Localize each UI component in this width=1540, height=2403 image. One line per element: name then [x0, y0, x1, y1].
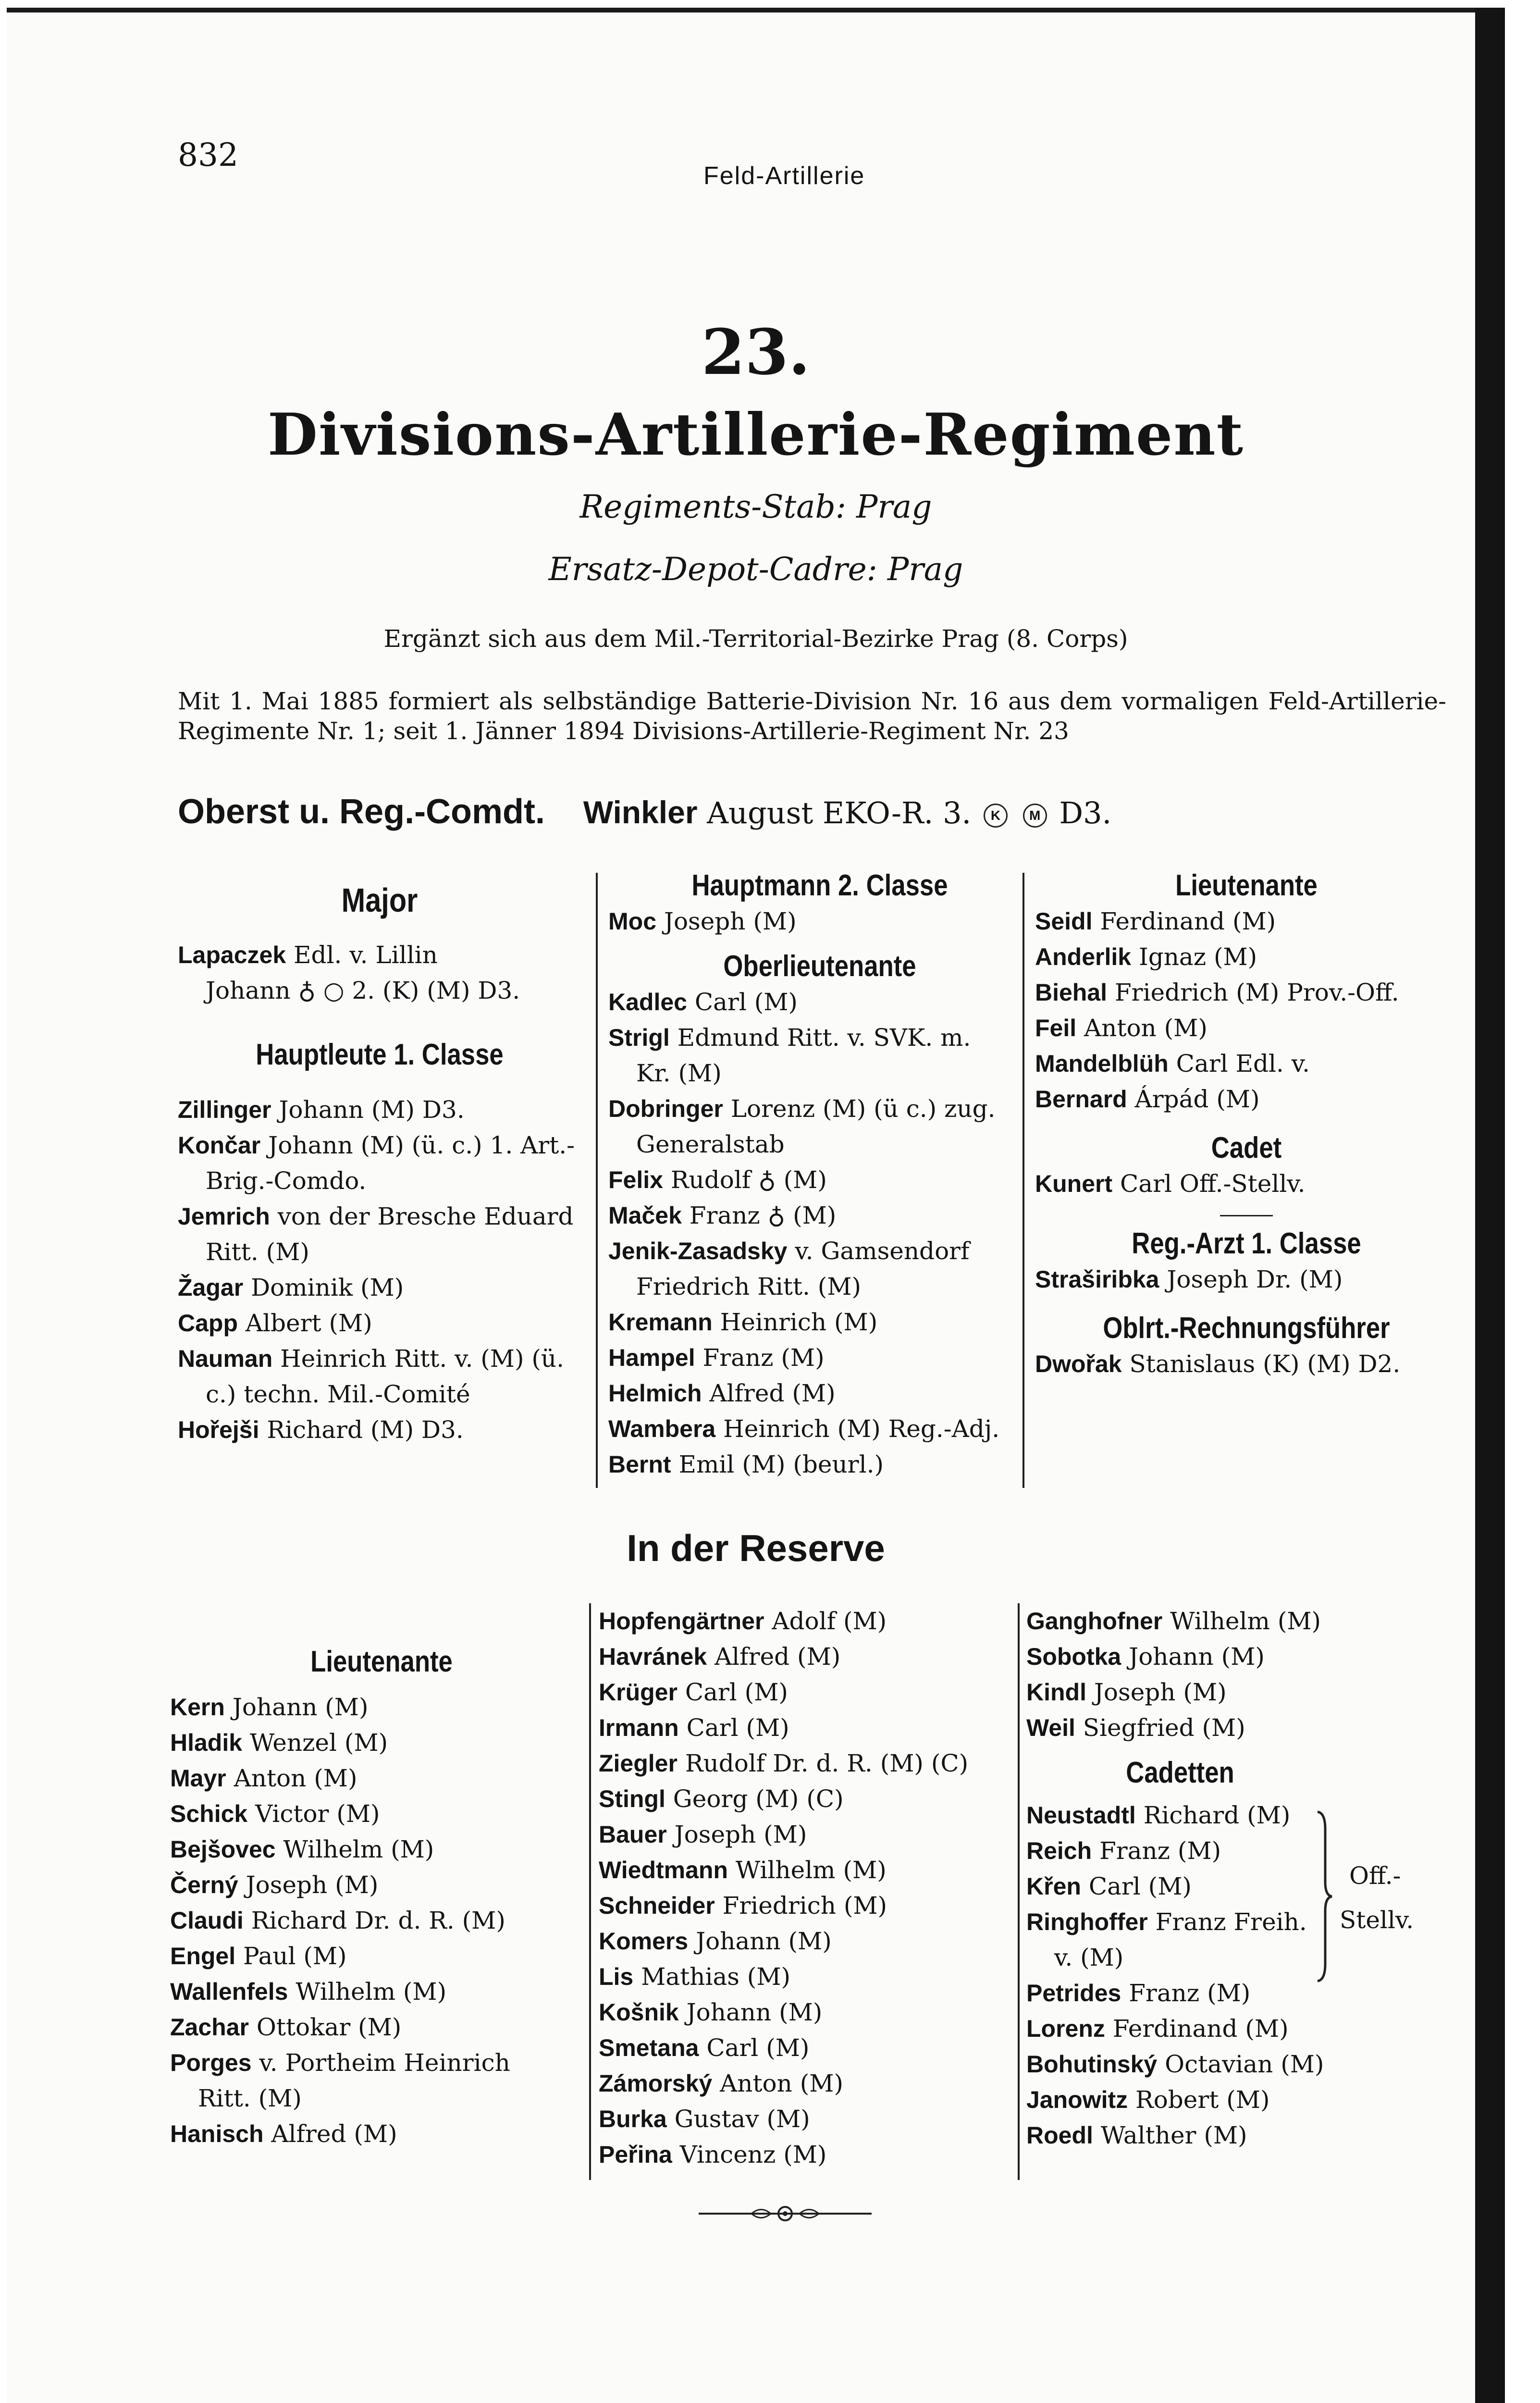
surname: Reich — [1026, 1837, 1092, 1864]
surname: Ringhoffer — [1026, 1908, 1148, 1935]
entry-details: Joseph (M) — [674, 1821, 807, 1848]
book-page — [7, 8, 1505, 2403]
surname: Irmann — [599, 1714, 679, 1741]
end-ornament-icon — [699, 2202, 872, 2226]
surname: Dwořak — [1035, 1350, 1122, 1377]
column-divider — [1018, 1603, 1020, 2180]
surname: Peřina — [599, 2141, 672, 2168]
oberlieutenant-entry — [608, 1411, 1031, 1447]
lieutenant-entry — [1035, 1081, 1458, 1117]
reserve-lieutenant-entry — [1026, 1639, 1497, 1674]
hauptmann-entry — [178, 1376, 581, 1412]
oberlieutenant-entry — [608, 1269, 1031, 1304]
oberlieutenant-entry — [608, 1375, 1031, 1411]
column-divider — [589, 1603, 591, 2180]
section-heading: Cadet — [1211, 1131, 1282, 1164]
column-divider — [596, 873, 598, 1488]
off-stellv-line2: Stellv. — [1340, 1906, 1414, 1934]
surname: Křen — [1026, 1873, 1081, 1900]
surname: Roedl — [1026, 2122, 1093, 2149]
entry-details: Wenzel (M) — [249, 1729, 388, 1757]
entry-details: Carl (M) — [686, 1714, 789, 1742]
rechnungsfuehrer-entry — [1035, 1346, 1458, 1382]
entry-details: Octavian (M) — [1165, 2050, 1324, 2078]
m-medal-icon: M — [1023, 804, 1047, 828]
entry-details: Ritt. (M) — [206, 1238, 309, 1266]
reserve-lieutenant-entry — [599, 1674, 1022, 1710]
entry-details: Carl (M) — [685, 1678, 788, 1706]
oberlieutenant-entry — [608, 1127, 1031, 1162]
reserve-cadet-entry — [1026, 2082, 1497, 2118]
surname: Dobringer — [608, 1095, 723, 1122]
surname: Janowitz — [1026, 2086, 1128, 2113]
surname: Havránek — [599, 1643, 707, 1670]
surname: Porges — [170, 2049, 252, 2076]
ergaenzung-note: Ergänzt sich aus dem Mil.-Territorial-Bezirke Prag (8. Corps) — [383, 625, 1128, 653]
section-heading: Hauptmann 2. Classe — [691, 869, 948, 902]
entry-details: Dominik (M) — [251, 1274, 404, 1301]
oberlieutenant-entry — [608, 1304, 1031, 1340]
reserve-lieutenant-entry — [599, 1603, 1022, 1639]
surname: Schneider — [599, 1892, 715, 1919]
surname: Straširibka — [1035, 1266, 1159, 1293]
surname: Kern — [170, 1694, 225, 1721]
oberlieutenant-entry — [608, 1198, 1031, 1233]
reserve-column-1 — [170, 1644, 593, 2152]
oberlieutenant-entry — [608, 1233, 1031, 1269]
entry-details: Franz (M) — [1129, 1979, 1251, 2007]
surname: Zillinger — [178, 1096, 271, 1123]
entry-details: Joseph (M) — [1094, 1678, 1227, 1706]
off-stellv-note — [1340, 1858, 1436, 1938]
entry-details: Wilhelm (M) — [283, 1835, 434, 1863]
surname: Hanisch — [170, 2120, 264, 2147]
oberlieutenant-entry — [608, 1091, 1031, 1127]
entry-details: Johann (M) (ü. c.) 1. Art.- — [268, 1131, 575, 1159]
entry-details: Paul (M) — [243, 1942, 347, 1970]
surname: Sobotka — [1026, 1643, 1121, 1670]
lieutenant-entry — [1035, 1010, 1458, 1046]
surname: Feil — [1035, 1015, 1077, 1041]
hauptmann-entry — [178, 1341, 581, 1376]
column-lieutenante — [1035, 868, 1458, 1382]
running-title: Feld-Artillerie — [703, 162, 865, 190]
reserve-lieutenant-entry — [170, 1867, 593, 1903]
reserve-lieutenant-entry — [170, 1974, 593, 2009]
commander-decoration: D3. — [1059, 795, 1112, 830]
formation-note: Mit 1. Mai 1885 formiert als selbständige Batterie-Division Nr. 16 aus dem vormaligen Feld-Artillerie-Regimente Nr. 1; seit 1. Jänner 1894 Divisions-Artillerie-Regiment Nr. 23 — [178, 687, 1446, 745]
surname: Claudi — [170, 1907, 244, 1934]
surname: Weil — [1026, 1714, 1075, 1741]
surname: Hampel — [608, 1344, 695, 1371]
entry-details: c.) techn. Mil.-Comité — [206, 1380, 470, 1408]
oberlieutenante-list — [608, 984, 1031, 1482]
surname: Felix — [608, 1166, 663, 1193]
entry-details: Gustav (M) — [674, 2105, 810, 2133]
entry-details: Anton (M) — [720, 2069, 843, 2097]
major-list — [178, 937, 581, 1008]
entry-details: Georg (M) (C) — [673, 1785, 844, 1813]
entry-details: Rudolf ♁ (M) — [670, 1166, 827, 1194]
reserve-lieutenant-entry — [599, 1888, 1022, 1923]
commander-surname: Winkler — [583, 794, 698, 830]
surname: Anderlik — [1035, 943, 1132, 970]
lieutenant-entry — [1035, 904, 1458, 939]
section-heading: Lieutenante — [310, 1645, 453, 1678]
surname: Hladik — [170, 1729, 243, 1756]
entry-details: Edl. v. Lillin — [294, 941, 438, 969]
surname: Stingl — [599, 1785, 665, 1812]
oberlieutenant-entry — [608, 1447, 1031, 1482]
reserve-lieutenant-entry — [170, 2116, 593, 2152]
hauptmann-entry — [178, 1412, 581, 1448]
entry-details: Wilhelm (M) — [296, 1978, 447, 2006]
arzt-entry — [1035, 1262, 1458, 1297]
surname: Moc — [608, 908, 656, 935]
entry-details: Franz (M) — [1099, 1837, 1221, 1865]
entry-details: Franz ♁ (M) — [689, 1202, 837, 1229]
hauptmann-entry — [178, 1163, 581, 1199]
reserve-heading: In der Reserve — [627, 1527, 885, 1569]
hauptmann-list — [608, 904, 1031, 939]
reserve-lieutenant-entry — [1026, 1674, 1497, 1710]
entry-details: Carl (M) — [1088, 1872, 1192, 1900]
entry-details: Carl (M) — [694, 988, 798, 1016]
page-top-edge — [7, 8, 1505, 12]
surname: Maček — [608, 1202, 682, 1229]
reserve-lieutenant-entry — [599, 2030, 1022, 2066]
entry-details: Ferdinand (M) — [1100, 907, 1276, 935]
regiment-name: Divisions-Artillerie-Regiment — [267, 401, 1244, 469]
reserve-lieutenant-entry — [170, 1938, 593, 1974]
entry-details: Lorenz (M) (ü c.) zug. — [730, 1095, 996, 1123]
entry-details: Ignaz (M) — [1138, 943, 1257, 971]
hauptmann-entry — [178, 1199, 581, 1234]
entry-details: Ferdinand (M) — [1112, 2015, 1289, 2043]
surname: Wiedtmann — [599, 1857, 728, 1883]
entry-details: Mathias (M) — [641, 1963, 791, 1991]
entry-details: Richard (M) D3. — [267, 1416, 464, 1444]
entry-details: Carl (M) — [706, 2034, 810, 2062]
entry-details: Victor (M) — [255, 1800, 380, 1828]
surname: Strigl — [608, 1024, 670, 1051]
entry-details: Joseph (M) — [664, 907, 797, 935]
oberlieutenant-entry — [608, 984, 1031, 1020]
entry-details: Richard Dr. d. R. (M) — [251, 1907, 505, 1934]
lieutenant-entry — [1035, 939, 1458, 975]
entry-details: v. Portheim Heinrich — [259, 2049, 510, 2077]
entry-details: Johann (M) — [232, 1693, 369, 1721]
surname: Schick — [170, 1800, 248, 1827]
rechnungsfuehrer-list — [1035, 1346, 1458, 1382]
surname: Nauman — [178, 1345, 273, 1372]
reserve-column-2 — [599, 1603, 1022, 2172]
entry-details: Johann (M) — [686, 1998, 823, 2026]
major-entry — [178, 937, 581, 973]
reserve-cadet-entry — [1026, 2118, 1497, 2153]
entry-details: Stanislaus (K) (M) D2. — [1129, 1350, 1401, 1378]
entry-details: Richard (M) — [1143, 1801, 1291, 1829]
surname: Jenik-Zasadsky — [608, 1238, 788, 1264]
reserve-lieutenant-entry — [599, 1781, 1022, 1817]
surname: Končar — [178, 1132, 261, 1159]
arzt-list — [1035, 1262, 1458, 1297]
surname: Kadlec — [608, 989, 687, 1016]
page-number: 832 — [178, 136, 238, 173]
reserve-lieutenant-entry — [599, 1994, 1022, 2030]
reserve-lieutenant-entry — [599, 1817, 1022, 1852]
oberlieutenant-entry — [608, 1340, 1031, 1375]
reserve-lieutenant-entry — [599, 2137, 1022, 2172]
surname: Mayr — [170, 1765, 226, 1792]
entry-details: Friedrich (M) — [722, 1892, 887, 1920]
section-heading: Hauptleute 1. Classe — [256, 1038, 504, 1071]
hauptmann-entry — [178, 1305, 581, 1341]
reserve-lieutenant-entry — [599, 1746, 1022, 1781]
entry-details: von der Bresche Eduard — [277, 1202, 574, 1230]
reserve-cadet-entry — [1026, 2011, 1497, 2046]
entry-details: Walther (M) — [1100, 2121, 1247, 2149]
section-heading: Major — [341, 881, 418, 919]
surname: Bernt — [608, 1451, 671, 1478]
reserve-cadet-entry — [1026, 1797, 1497, 1833]
surname: Burka — [599, 2106, 667, 2132]
surname: Engel — [170, 1943, 236, 1969]
column-offiziere — [608, 868, 1031, 1482]
surname: Komers — [599, 1928, 689, 1955]
surname: Zámorský — [599, 2070, 713, 2097]
entry-details: Carl Off.-Stellv. — [1120, 1170, 1306, 1198]
entry-details: Anton (M) — [234, 1764, 357, 1792]
entry-details: Franz (M) — [702, 1344, 825, 1372]
entry-details: Wilhelm (M) — [1170, 1607, 1321, 1635]
reserve-list-3 — [1026, 1603, 1497, 1746]
lieutenant-entry — [1035, 1046, 1458, 1081]
hauptmann-entry — [178, 1127, 581, 1163]
section-heading: Oberlieutenante — [723, 950, 916, 983]
entry-details: Johann (M) D3. — [279, 1096, 465, 1124]
entry-details: Albert (M) — [245, 1309, 372, 1337]
hauptmann-entry — [178, 1092, 581, 1127]
entry-details: Brig.-Comdo. — [206, 1167, 367, 1195]
reserve-lieutenant-entry — [170, 1903, 593, 1938]
surname: Ganghofner — [1026, 1608, 1163, 1635]
oberlieutenant-entry — [608, 1020, 1031, 1055]
entry-details: Adolf (M) — [772, 1607, 887, 1635]
surname: Zachar — [170, 2014, 249, 2041]
entry-details: Friedrich (M) Prov.-Off. — [1114, 979, 1399, 1006]
entry-details: Joseph Dr. (M) — [1167, 1265, 1343, 1293]
surname: Bauer — [599, 1821, 667, 1848]
commander-details: August EKO-R. 3. — [707, 795, 972, 830]
reserve-lieutenant-entry — [170, 1725, 593, 1760]
reserve-lieutenant-entry — [170, 1760, 593, 1796]
surname: Bernard — [1035, 1086, 1127, 1113]
surname: Mandelblüh — [1035, 1050, 1169, 1077]
entry-details: Kr. (M) — [636, 1059, 722, 1087]
entry-details: v. Gamsendorf — [795, 1237, 970, 1265]
entry-details: Robert (M) — [1135, 2086, 1270, 2114]
reserve-cadet-entry — [1026, 1940, 1497, 1975]
entry-details: Anton (M) — [1084, 1014, 1207, 1042]
entry-details: Carl Edl. v. — [1176, 1050, 1310, 1078]
cadet-list — [1035, 1166, 1458, 1202]
surname: Lapaczek — [178, 941, 286, 968]
entry-details: Edmund Ritt. v. SVK. m. — [677, 1024, 971, 1052]
surname: Bejšovec — [170, 1836, 276, 1863]
entry-details: Ritt. (M) — [198, 2084, 302, 2112]
column-divider — [1023, 873, 1024, 1488]
brace-icon — [1315, 1810, 1334, 1983]
reserve-lieutenante-list — [170, 1689, 593, 2152]
reserve-lieutenant-entry — [1026, 1710, 1497, 1746]
surname: Kunert — [1035, 1170, 1113, 1197]
regiment-number: 23. — [701, 315, 811, 389]
entry-details: Johann (M) — [696, 1927, 832, 1955]
surname: Žagar — [178, 1274, 244, 1301]
entry-details: Heinrich (M) Reg.-Adj. — [723, 1415, 1000, 1443]
surname: Helmich — [608, 1380, 702, 1407]
cadet-entry — [1035, 1166, 1458, 1202]
divider-rule — [1220, 1215, 1273, 1216]
entry-details: Joseph (M) — [246, 1871, 379, 1899]
surname: Seidl — [1035, 908, 1093, 935]
entry-details: Emil (M) (beurl.) — [678, 1450, 884, 1478]
commander-rank: Oberst u. Reg.-Comdt. — [178, 793, 545, 831]
reserve-lieutenant-entry — [170, 1689, 593, 1725]
off-stellv-line1: Off.- — [1349, 1862, 1401, 1890]
entry-details: Friedrich Ritt. (M) — [636, 1273, 861, 1301]
reserve-lieutenant-entry — [599, 1852, 1022, 1888]
reserve-lieutenant-entry — [170, 1832, 593, 1867]
reserve-lieutenant-entry — [599, 1639, 1022, 1674]
major-entry — [178, 973, 581, 1008]
surname: Jemrich — [178, 1203, 270, 1230]
reserve-lieutenant-entry — [170, 2009, 593, 2045]
surname: Košnik — [599, 1999, 679, 2026]
surname: Biehal — [1035, 979, 1108, 1006]
surname: Bohutinský — [1026, 2051, 1158, 2078]
entry-details: Johann (M) — [1129, 1643, 1265, 1671]
surname: Kindl — [1026, 1679, 1086, 1706]
section-heading: Lieutenante — [1175, 869, 1318, 902]
surname: Hopfengärtner — [599, 1608, 764, 1635]
entry-details: Johann ♁ ○ 2. (K) (M) D3. — [206, 977, 520, 1004]
reserve-lieutenant-entry — [170, 2045, 593, 2081]
reserve-cadetten-list — [1026, 1797, 1497, 2153]
surname: Neustadtl — [1026, 1802, 1136, 1829]
surname: Wambera — [608, 1415, 716, 1442]
hauptmann-entry — [178, 1270, 581, 1305]
reserve-lieutenant-entry — [1026, 1603, 1497, 1639]
surname: Krüger — [599, 1679, 678, 1706]
reserve-lieutenant-entry — [599, 2066, 1022, 2101]
entry-details: Wilhelm (M) — [735, 1856, 887, 1884]
reserve-lieutenant-entry — [170, 2081, 593, 2116]
surname: Capp — [178, 1310, 238, 1337]
reserve-cadet-entry — [1026, 1975, 1497, 2011]
entry-details: Generalstab — [636, 1130, 785, 1158]
entry-details: Alfred (M) — [271, 2120, 397, 2148]
ersatz-depot: Ersatz-Depot-Cadre: Prag — [548, 551, 963, 588]
entry-details: Alfred (M) — [715, 1643, 841, 1671]
oberlieutenant-entry — [608, 1055, 1031, 1091]
entry-details: Siegfried (M) — [1083, 1714, 1245, 1742]
lieutenante-list — [1035, 904, 1458, 1117]
reserve-lieutenant-entry — [599, 1923, 1022, 1959]
entry-details: Alfred (M) — [709, 1379, 836, 1407]
entry-details: v. (M) — [1054, 1944, 1124, 1971]
entry-details: Árpád (M) — [1134, 1085, 1260, 1113]
surname: Černý — [170, 1871, 238, 1898]
reserve-list-2 — [599, 1603, 1022, 2172]
entry-details: Ottokar (M) — [256, 2013, 402, 2041]
section-heading: Oblrt.-Rechnungsführer — [1103, 1312, 1390, 1345]
reserve-lieutenant-entry — [599, 1710, 1022, 1746]
surname: Hořejši — [178, 1416, 259, 1443]
reserve-cadet-entry — [1026, 2046, 1497, 2082]
reserve-lieutenant-entry — [599, 2101, 1022, 2137]
commander-line — [178, 792, 1111, 831]
hauptmann2-entry — [608, 904, 1031, 939]
k-order-icon: K — [984, 804, 1008, 828]
section-heading: Cadetten — [1126, 1756, 1234, 1789]
surname: Kremann — [608, 1309, 713, 1336]
hauptleute-list — [178, 1092, 581, 1448]
surname: Smetana — [599, 2034, 699, 2061]
surname: Wallenfels — [170, 1978, 288, 2005]
oberlieutenant-entry — [608, 1162, 1031, 1198]
entry-details: Franz Freih. — [1155, 1908, 1307, 1936]
entry-details: Heinrich (M) — [720, 1308, 878, 1336]
reserve-lieutenant-entry — [170, 1796, 593, 1832]
surname: Lis — [599, 1963, 634, 1990]
reserve-lieutenant-entry — [599, 1959, 1022, 1994]
section-heading: Reg.-Arzt 1. Classe — [1132, 1227, 1361, 1260]
surname: Ziegler — [599, 1750, 678, 1777]
entry-details: Rudolf Dr. d. R. (M) (C) — [685, 1749, 969, 1777]
entry-details: Heinrich Ritt. v. (M) (ü. — [280, 1345, 564, 1373]
column-major-hauptleute — [178, 882, 581, 1448]
entry-details: Vincenz (M) — [679, 2141, 827, 2168]
regiments-stab: Regiments-Stab: Prag — [579, 488, 932, 525]
lieutenant-entry — [1035, 975, 1458, 1010]
surname: Petrides — [1026, 1980, 1121, 2007]
surname: Lorenz — [1026, 2015, 1105, 2042]
hauptmann-entry — [178, 1234, 581, 1270]
